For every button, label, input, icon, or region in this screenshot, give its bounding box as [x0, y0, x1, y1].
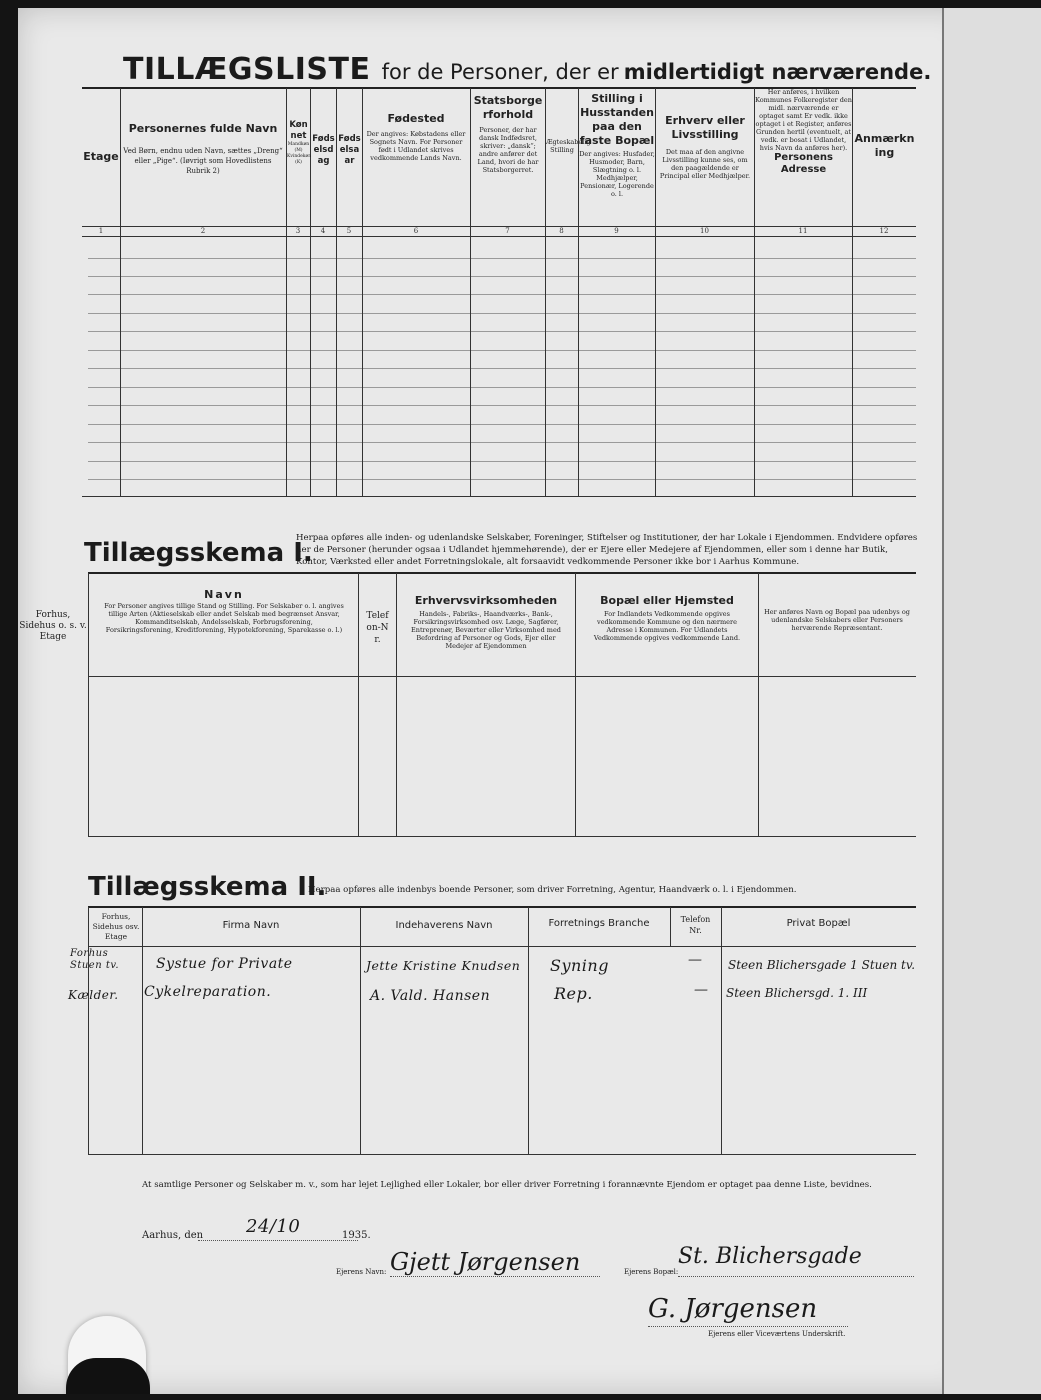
col-number: 9 — [614, 227, 619, 235]
col-number: 8 — [559, 227, 564, 235]
skema1-description: Herpaa opføres alle inden- og udenlandske Selskaber, Foreninger, Stiftelser og Institutioner, der har Lokale i Ejendommen. Endvidere opføres her de Personer (herunder ogsaa i Udlandet hjemmehørende), der er Ejere eller Medejere af Ejendommen, eller som i denne har Butik, Kontor, Værksted eller andet Forretningslokale, alt forsaavidt vedkommende Personer ikke bor i Aarhus Kommune. — [296, 533, 918, 567]
owner-name-value: Gjett Jørgensen — [390, 1248, 581, 1276]
place-label: Aarhus, den — [142, 1230, 204, 1241]
skema2-row1-bopael: Steen Blichersgade 1 Stuen tv. — [728, 958, 916, 972]
skema2-title: Tillægsskema II. — [88, 872, 327, 902]
col-header-fodselsdag: Fødselsdag — [312, 134, 335, 166]
skema2-description: Herpaa opføres alle indenbys boende Personer, som driver Forretning, Agentur, Haandværk o. l. i Ejendommen. — [308, 885, 797, 895]
col-number: 11 — [798, 227, 808, 235]
signature-value: G. Jørgensen — [648, 1294, 818, 1324]
col-number: 5 — [346, 227, 352, 235]
title-rest-a: for de Personer, der er — [381, 60, 619, 84]
skema1-title: Tillægsskema I. — [84, 538, 313, 568]
col-number: 10 — [700, 227, 709, 235]
skema2-row1-etage: Forhus Stuen tv. — [70, 948, 120, 971]
skema2-header-firma: Firma Navn — [222, 920, 280, 931]
col-header-aegteskab: Ægteskabelig Stilling — [546, 138, 591, 154]
skema2-row2-telefon: — — [694, 982, 709, 998]
col-header-erhverv: Erhverv eller Livsstilling Det maa af den angivne Livsstilling kunne ses, om den paagældende er Principal eller Medhjælper. — [659, 114, 751, 180]
skema1-header-erhverv: Erhvervsvirksomheden Handels-, Fabriks-, Haandværks-, Bank-, Forsikringsvirksomhed osv. Læge, Sagfører, Entreprenør, Beværter eller Virksomhed med Befordring af Personer og Gods, Ejer eller Medejer af Ejendommen — [411, 594, 561, 650]
skema2-row1-indehaver: Jette Kristine Knudsen — [366, 958, 521, 973]
owner-address-value: St. Blichersgade — [678, 1244, 862, 1269]
col-header-etage: Etage — [83, 150, 119, 163]
skema1-header-telefon: Telefon-Nr. — [366, 611, 389, 645]
col-number: 3 — [295, 227, 301, 235]
col-number: 4 — [320, 227, 326, 235]
title-rest-b: midlertidigt nærværende. — [623, 60, 932, 84]
binding-clamp-shadow — [66, 1358, 150, 1394]
year-text: 1935. — [342, 1230, 371, 1241]
col-header-navn: Personernes fulde Navn Ved Børn, endnu uden Navn, sættes „Dreng“ eller „Pige“. (Iøvrigt som Hovedlistens Rubrik 2) — [123, 122, 283, 175]
skema2-row2-indehaver: A. Vald. Hansen — [370, 988, 491, 1004]
col-header-fodested: Fødested Der angives: Købstadens eller Sognets Navn. For Personer født i Udlandet skrives vedkommende Lands Navn. — [366, 112, 466, 162]
skema2-row2-branche: Rep. — [554, 984, 593, 1003]
form-page — [18, 8, 970, 1394]
skema2-header-etage: Forhus, Sidehus osv. Etage — [92, 912, 140, 941]
col-header-statsborger: Statsborgerforhold Personer, der har dansk Indfødsret, skriver: „dansk“; andre anfører det Land, hvori de har Statsborgerret. — [473, 94, 543, 174]
col-header-anmaerkning: Anmærkning — [854, 132, 915, 159]
col-number: 6 — [413, 227, 419, 235]
signature-label: Ejerens eller Viceværtens Underskrift. — [708, 1330, 846, 1338]
col-header-konnet: Kønnet Mandkøn (M) Kvindekøn (K) — [287, 120, 312, 165]
skema1-header-repraesentant: Her anføres Navn og Bopæl paa udenbys og udenlandske Selskabers eller Personers herværende Repræsentant. — [764, 608, 910, 632]
form-title — [123, 52, 931, 87]
skema2-row1-branche: Syning — [550, 956, 609, 975]
skema1-header-etage: Forhus, Sidehus o. s. v. Etage — [19, 610, 87, 642]
next-page-edge — [942, 8, 1041, 1394]
date-value: 24/10 — [246, 1216, 301, 1237]
title-main: TILLÆGSLISTE — [123, 52, 371, 87]
col-header-adresse: Her anføres, i hvilken Kommunes Folkeregister den midl. nærværende er optaget samt Er vedk. ikke optaget i et Register, anføres Grunden hertil (eventuelt, at vedk. er bosat i Udlandet, hvis Navn da anføres her). Personens Adresse — [755, 88, 852, 175]
col-number: 7 — [505, 227, 510, 235]
skema2-header-bopael: Privat Bopæl — [786, 918, 851, 929]
skema2-row1-telefon: — — [688, 952, 703, 968]
col-number: 2 — [200, 227, 206, 235]
skema2-header-telefon: Telefon Nr. — [680, 915, 711, 935]
skema2-row2-bopael: Steen Blichersgd. 1. III — [726, 986, 868, 1000]
skema2-row1-firma: Systue for Private — [156, 956, 293, 972]
owner-address-label: Ejerens Bopæl: — [624, 1268, 679, 1276]
skema1-header-navn: Navn For Personer angives tillige Stand og Stilling. For Selskaber o. l. angives tillige Arten (Aktieselskab eller andet Selskab med begrænset Ansvar, Kommanditselskab, Andelsselskab, Forbrugsforening, Forsikringsforening, Kreditforening, Hypotekforening, Sparekasse o. l.) — [104, 588, 344, 634]
col-number: 12 — [879, 227, 889, 235]
skema2-header-indehaver: Indehaverens Navn — [395, 920, 493, 931]
declaration-text: At samtlige Personer og Selskaber m. v., som har lejet Lejlighed eller Lokaler, bor eller driver Forretning i forannævnte Ejendom er optaget paa denne Liste, bevidnes. — [142, 1180, 872, 1190]
skema2-header-branche: Forretnings Branche — [548, 918, 650, 929]
skema2-row2-firma: Cykelreparation. — [144, 984, 272, 1000]
col-header-fodselsaar: Fødselsaar — [338, 134, 361, 166]
col-header-stilling: Stilling i Husstanden paa den faste Bopæl Der angives: Husfader, Husmoder, Barn, Slægtning o. l. Medhjælper, Pensionær, Logerende o. l. — [579, 92, 655, 198]
owner-name-label: Ejerens Navn: — [336, 1268, 387, 1276]
col-number: 1 — [98, 227, 104, 235]
skema2-row2-etage: Kælder. — [68, 988, 119, 1002]
skema1-header-bopael: Bopæl eller Hjemsted For Indlandets Vedkommende opgives vedkommende Kommune og den nærmere Adresse i Kommunen. For Udlandets Vedkommende opgives vedkommende Land. — [593, 594, 741, 642]
